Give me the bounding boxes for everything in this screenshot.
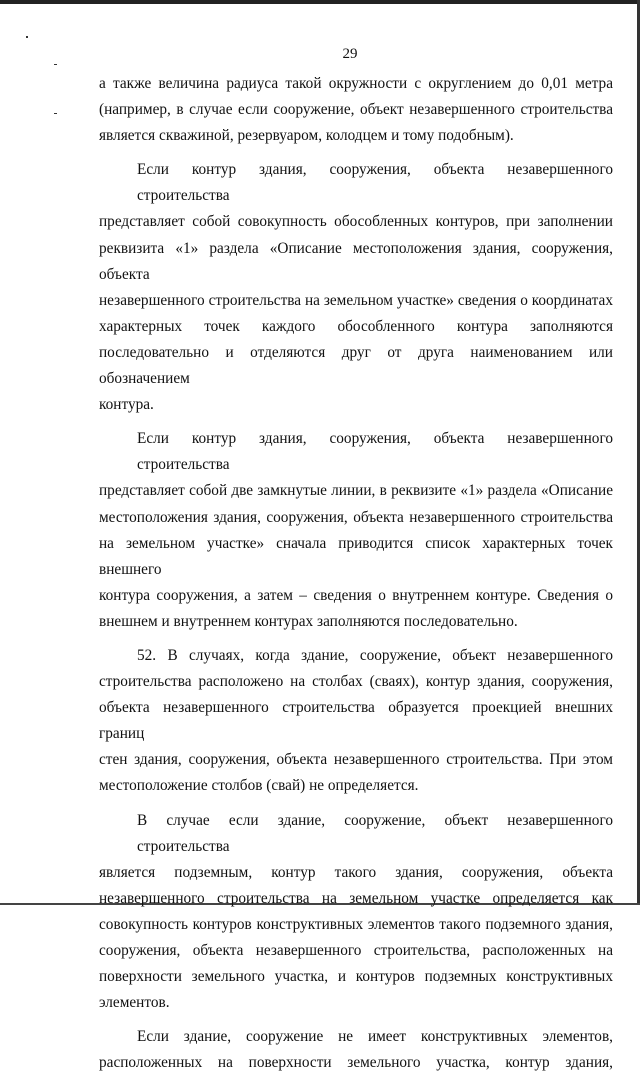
text-line: незавершенного строительства на земельном участке определяется как (99, 889, 613, 907)
text-line: а также величина радиуса такой окружности с округлением до 0,01 метра (99, 75, 613, 92)
text-line: незавершенного строительства на земельном участке» сведения о координатах (99, 291, 613, 309)
scan-top-edge (0, 0, 640, 4)
text-line: реквизита «1» раздела «Описание местоположения здания, сооружения, объекта (99, 239, 613, 283)
text-line: 52. В случаях, когда здание, сооружение, объект незавершенного (137, 646, 613, 664)
text-line: Если здание, сооружение не имеет конструктивных элементов, (137, 1028, 613, 1046)
text-line: внешнем и внутреннем контурах заполняются последовательно. (99, 612, 518, 630)
text-line: является скважиной, резервуаром, колодцем и тому подобным). (99, 127, 514, 145)
paragraph-4-item-52 (99, 643, 613, 800)
document-body (99, 71, 613, 1076)
paragraph-1 (99, 71, 613, 149)
scan-speck (26, 36, 28, 38)
text-line: элементов. (99, 994, 170, 1012)
text-line: (например, в случае если сооружение, объект незавершенного строительства (99, 101, 613, 119)
text-line: Если контур здания, сооружения, объекта незавершенного строительства (137, 161, 613, 205)
text-line: контура. (99, 396, 154, 414)
text-line: Если контур здания, сооружения, объекта незавершенного строительства (137, 430, 613, 474)
paragraph-5 (99, 808, 613, 1017)
text-line: представляет собой две замкнутые линии, в реквизите «1» раздела «Описание (99, 482, 613, 500)
text-line: представляет собой совокупность обособленных контуров, при заполнении (99, 213, 613, 231)
text-line: строительства расположено на столбах (сваях), контур здания, сооружения, (99, 673, 613, 691)
text-line: расположенных на поверхности земельного участка, контур здания, (99, 1054, 613, 1072)
text-line: на земельном участке» сначала приводится список характерных точек внешнего (99, 534, 613, 578)
scan-speck (54, 64, 57, 65)
text-line: характерных точек каждого обособленного контура заполняются (99, 317, 613, 335)
text-line: совокупность контуров конструктивных элементов такого подземного здания, (99, 915, 613, 933)
text-line: местоположения здания, сооружения, объекта незавершенного строительства (99, 508, 613, 526)
text-line: контура сооружения, а затем – сведения о внутреннем контуре. Сведения о (99, 586, 613, 604)
paragraph-3 (99, 426, 613, 635)
scan-speck (54, 113, 57, 114)
text-line: В случае если здание, сооружение, объект незавершенного строительства (137, 811, 613, 855)
text-line: последовательно и отделяются друг от друга наименованием или обозначением (99, 343, 613, 388)
paragraph-2 (99, 157, 613, 418)
text-line: стен здания, сооружения, объекта незавершенного строительства. При этом (99, 751, 613, 769)
text-line: местоположение столбов (свай) не определяется. (99, 777, 419, 795)
page-number: 29 (342, 46, 358, 62)
paragraph-6 (99, 1024, 613, 1076)
text-line: поверхности земельного участка, и контуров подземных конструктивных (99, 968, 613, 986)
text-line: сооружения, объекта незавершенного строительства, расположенных на (99, 942, 613, 959)
text-line: является подземным, контур такого здания, сооружения, объекта (99, 863, 613, 881)
text-line: объекта незавершенного строительства образуется проекцией внешних границ (99, 699, 613, 743)
